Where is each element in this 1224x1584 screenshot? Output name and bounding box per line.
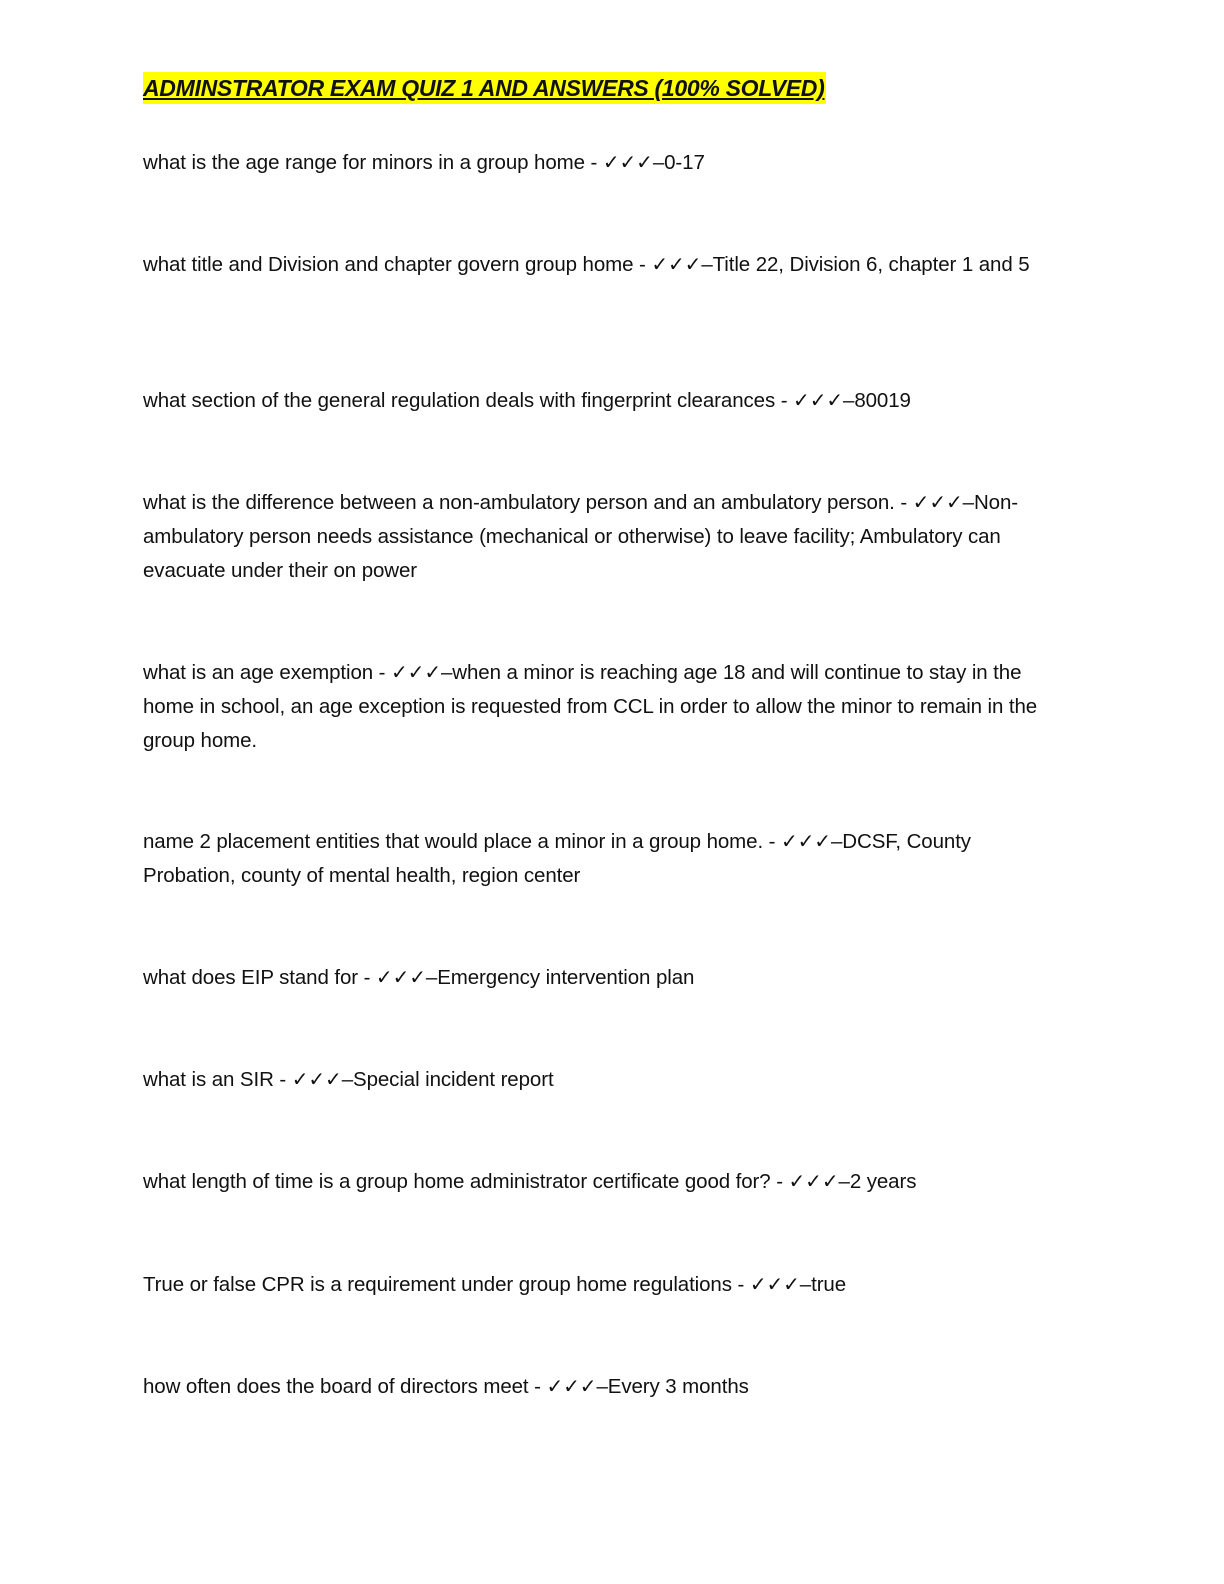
answer-text: Special incident report [353, 1068, 554, 1091]
checkmarks-icon: ✓✓✓ [788, 1169, 839, 1193]
answer-prefix: – [440, 661, 453, 684]
question-text: what does EIP stand for [143, 966, 358, 989]
checkmarks-icon: ✓✓✓ [602, 150, 653, 174]
checkmarks-icon: ✓✓✓ [546, 1374, 597, 1398]
separator: - [731, 1273, 750, 1296]
answer-prefix: – [341, 1068, 353, 1091]
question-text: what is an age exemption [143, 661, 374, 684]
answer-prefix: – [962, 491, 974, 514]
answer-prefix: – [701, 253, 713, 276]
answer-text: when a minor is reaching age 18 and will continue to stay in the home in school, an age exception is requested from CCL in order to allow the minor to remain in the group home. [143, 661, 1038, 752]
answer-prefix: – [425, 966, 438, 989]
separator: - [273, 1068, 292, 1091]
answer-text: 80019 [854, 389, 911, 412]
qa-item [143, 1062, 1053, 1097]
qa-item [143, 485, 1053, 588]
document-page [143, 72, 1063, 1398]
question-text: what is the age range for minors in a group home [143, 151, 585, 174]
separator: - [775, 389, 794, 412]
answer-prefix: – [799, 1273, 812, 1296]
answer-text: Non-ambulatory person needs assistance (mechanical or otherwise) to leave facility; Ambulatory can evacuate under their on power [143, 491, 1018, 582]
answer-prefix: – [596, 1375, 608, 1398]
qa-item [143, 1369, 1053, 1404]
answer-prefix: – [843, 389, 855, 412]
qa-item [143, 655, 1053, 758]
qa-item [143, 824, 1053, 893]
qa-item [143, 1164, 1053, 1199]
question-text: name 2 placement entities that would place a minor in a group home. [143, 830, 764, 853]
separator: - [528, 1375, 547, 1398]
answer-text: Title 22, Division 6, chapter 1 and 5 [712, 253, 1030, 276]
checkmarks-icon: ✓✓✓ [793, 388, 844, 412]
answer-prefix: – [652, 151, 665, 174]
qa-item [143, 383, 1053, 418]
separator: - [357, 966, 376, 989]
answer-text: true [811, 1273, 847, 1296]
question-text: what title and Division and chapter govern group home [143, 253, 634, 276]
checkmarks-icon: ✓✓✓ [375, 965, 426, 989]
checkmarks-icon: ✓✓✓ [651, 252, 702, 276]
answer-text: 0-17 [664, 151, 705, 174]
answer-prefix: – [838, 1170, 850, 1193]
separator: - [894, 491, 913, 514]
qa-item [143, 1267, 1053, 1302]
checkmarks-icon: ✓✓✓ [780, 829, 831, 853]
question-text: what is an SIR [143, 1068, 274, 1091]
separator: - [770, 1170, 789, 1193]
qa-item [143, 145, 705, 180]
question-text: what length of time is a group home administrator certificate good for? [143, 1170, 771, 1193]
answer-prefix: – [830, 830, 843, 853]
separator: - [584, 151, 603, 174]
checkmarks-icon: ✓✓✓ [291, 1067, 342, 1091]
answer-text: 2 years [849, 1170, 917, 1193]
separator: - [373, 661, 391, 684]
checkmarks-icon: ✓✓✓ [749, 1272, 800, 1296]
checkmarks-icon: ✓✓✓ [912, 490, 963, 514]
question-text: what is the difference between a non-ambulatory person and an ambulatory person. [143, 491, 895, 514]
question-text: how often does the board of directors meet [143, 1375, 529, 1398]
question-text: what section of the general regulation deals with fingerprint clearances [143, 389, 776, 412]
answer-text: Emergency intervention plan [437, 966, 695, 989]
checkmarks-icon: ✓✓✓ [391, 660, 441, 684]
answer-text: Every 3 months [607, 1375, 749, 1398]
qa-item [143, 960, 1053, 995]
separator: - [763, 830, 781, 853]
qa-item [143, 247, 1053, 282]
separator: - [633, 253, 652, 276]
answer-text: DCSF, County Probation, county of mental health, region center [143, 830, 971, 887]
question-text: True or false CPR is a requirement under group home regulations [143, 1273, 732, 1296]
document-title: ADMINSTRATOR EXAM QUIZ 1 AND ANSWERS (100% SOLVED) [143, 72, 826, 104]
